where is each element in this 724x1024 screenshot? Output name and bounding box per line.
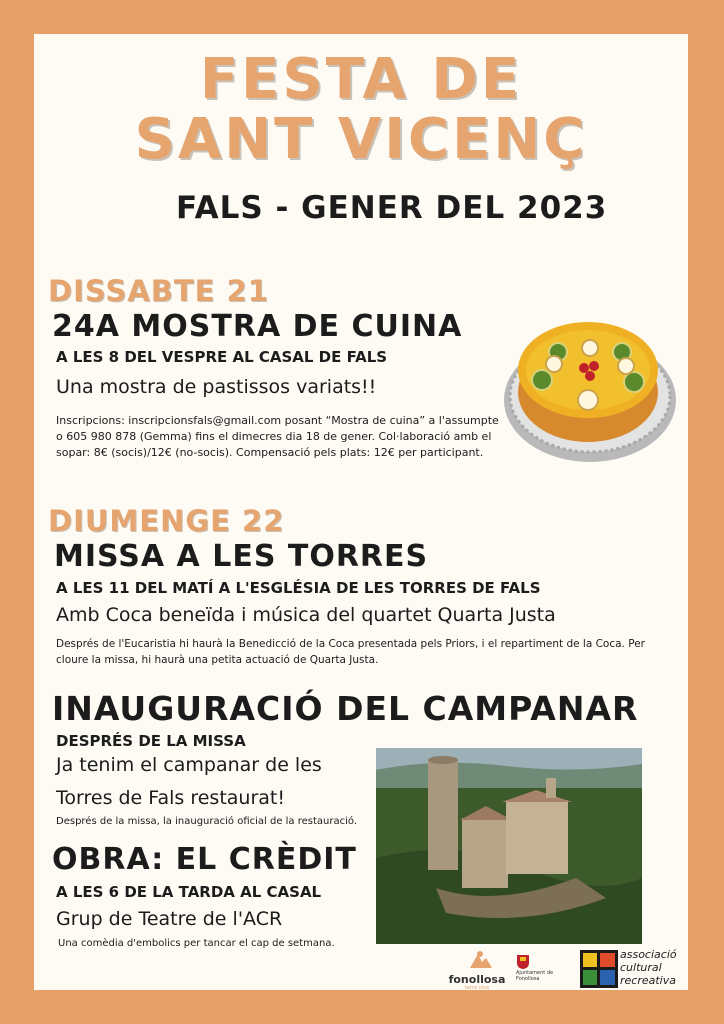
poster-sheet [34, 34, 688, 990]
day-sunday: DIUMENGE 22 [48, 504, 285, 538]
acr-line-3: recreativa [620, 974, 676, 987]
fonollosa-tagline: terra viva [464, 985, 490, 990]
event-inauguration-title: INAUGURACIÓ DEL CAMPANAR [52, 689, 639, 728]
ajuntament-line-2: Fonollosa [516, 976, 540, 982]
fonollosa-name: fonollosa [448, 973, 506, 986]
event-inauguration-details: Després de la missa, la inauguració oficial de la restauració. [56, 816, 358, 827]
title-line-2: SANT VICENÇ [134, 107, 588, 172]
ajuntament-logo [516, 954, 566, 986]
acr-mark-icon [580, 950, 618, 988]
event-play-title: OBRA: EL CRÈDIT [52, 842, 357, 877]
acr-logo [580, 948, 684, 990]
event-inauguration-lead-1: Ja tenim el campanar de les [56, 754, 322, 776]
event-cooking-when: A LES 8 DEL VESPRE AL CASAL DE FALS [56, 348, 388, 366]
event-inauguration-when: DESPRÉS DE LA MISSA [56, 732, 246, 750]
event-cooking-title: 24A MOSTRA DE CUINA [52, 309, 463, 344]
title-line-1: FESTA DE [199, 47, 523, 112]
event-play-details: Una comèdia d'embolics per tancar el cap de setmana. [58, 938, 335, 949]
event-mass-when: A LES 11 DEL MATÍ A L'ESGLÉSIA DE LES TORRES DE FALS [56, 579, 541, 597]
subtitle: FALS - GENER DEL 2023 [176, 190, 608, 226]
event-mass-details [56, 636, 681, 668]
event-play-when: A LES 6 DE LA TARDA AL CASAL [56, 883, 322, 901]
day-saturday: DISSABTE 21 [48, 274, 269, 308]
event-cooking-lead: Una mostra de pastissos variats!! [56, 376, 377, 398]
event-mass-title: MISSA A LES TORRES [54, 539, 429, 574]
details-line-2: o 605 980 878 (Gemma) fins el dimecres dia 18 de gener. Col·laboració amb el [56, 430, 492, 443]
acr-line-1: associació [620, 948, 677, 961]
event-inauguration-lead-2: Torres de Fals restaurat! [56, 787, 285, 809]
event-mass-lead: Amb Coca beneïda i música del quartet Quarta Justa [56, 604, 556, 626]
coat-of-arms-icon [516, 954, 530, 970]
details-line-1: Inscripcions: inscripcionsfals@gmail.com posant “Mostra de cuina” a l'assumpte [56, 414, 499, 427]
event-cooking-details [56, 413, 499, 461]
details-line-2: cloure la missa, hi haurà una petita actuació de Quarta Justa. [56, 654, 379, 666]
towers-photo [376, 748, 642, 944]
cake-photo [502, 300, 678, 466]
details-line-3: sopar: 8€ (socis)/12€ (no-socis). Compensació pels plats: 12€ per participant. [56, 446, 484, 459]
fonollosa-mark-icon [448, 950, 506, 970]
acr-line-2: cultural [620, 961, 662, 974]
ajuntament-line-1: Ajuntament de [516, 970, 554, 976]
event-play-lead: Grup de Teatre de l'ACR [56, 908, 283, 930]
fonollosa-logo [448, 950, 506, 990]
details-line-1: Després de l'Eucaristia hi haurà la Benedicció de la Coca presentada pels Priors, i el repartiment de la Coca. Per [56, 638, 645, 650]
